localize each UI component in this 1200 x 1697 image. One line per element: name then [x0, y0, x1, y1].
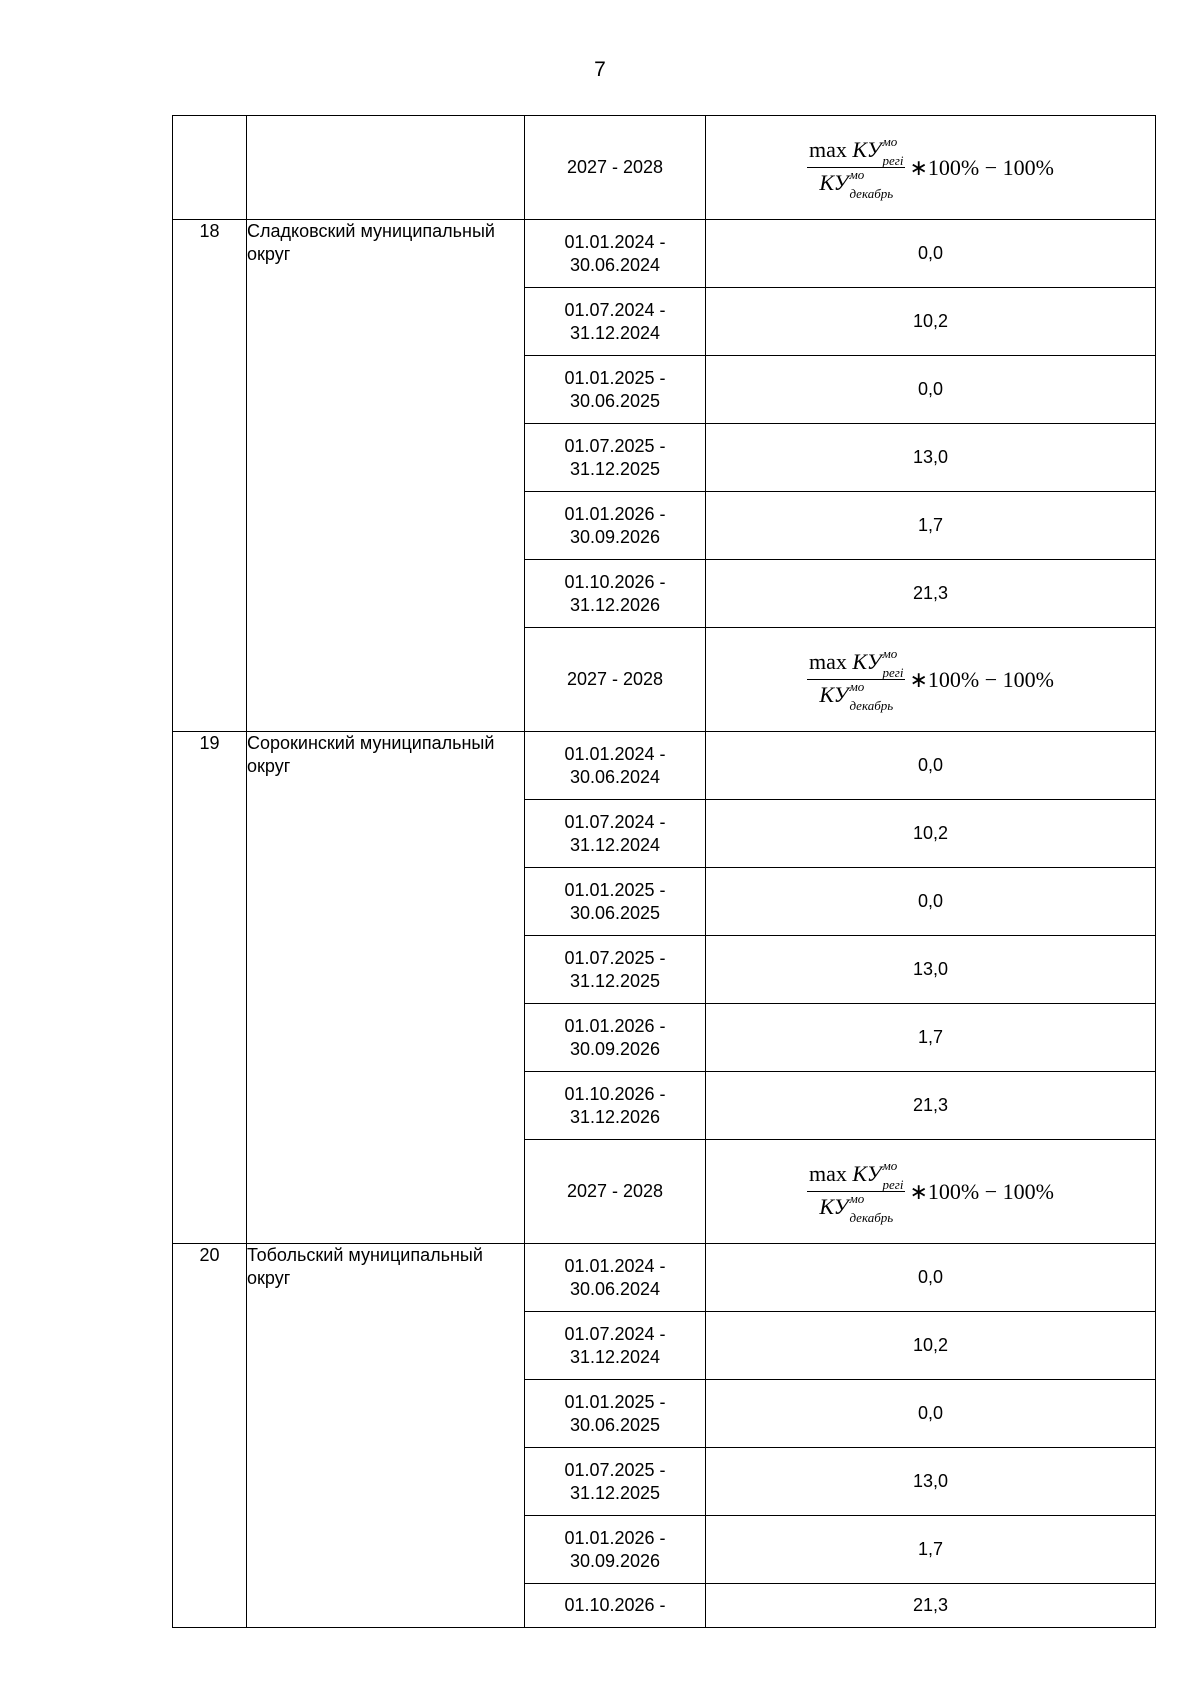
value-cell: 10,2 — [706, 288, 1156, 356]
period-cell — [525, 1380, 706, 1448]
period-cell — [525, 1004, 706, 1072]
period-cell — [525, 220, 706, 288]
period-cell — [525, 1312, 706, 1380]
period-start: 01.10.2026 - — [564, 571, 666, 592]
period-start: 01.07.2024 - — [564, 811, 666, 832]
value-cell: 10,2 — [706, 800, 1156, 868]
period-start: 01.07.2025 - — [564, 1459, 666, 1480]
row-number: 18 — [173, 220, 247, 732]
period-cell — [525, 1448, 706, 1516]
period-cell — [525, 560, 706, 628]
period-end: 30.09.2026 — [569, 1550, 661, 1571]
period-start: 01.01.2024 - — [564, 743, 666, 764]
district-name: Сладковский муниципальный округ — [247, 220, 525, 732]
period-end: 30.09.2026 — [569, 1038, 661, 1059]
formula: max КУ мо регі КУ мо декабрь ∗100% − 100% — [809, 134, 1054, 201]
value-cell: 21,3 — [706, 1072, 1156, 1140]
period-cell — [525, 868, 706, 936]
district-name: Сорокинский муниципальный округ — [247, 732, 525, 1244]
period-cell — [525, 1584, 706, 1628]
page-number: 7 — [594, 58, 606, 81]
value-cell: 1,7 — [706, 492, 1156, 560]
period-cell — [525, 1072, 706, 1140]
period-end: 31.12.2026 — [569, 1106, 661, 1127]
period-end: 30.09.2026 — [569, 526, 661, 547]
period-cell — [525, 492, 706, 560]
value-cell: 21,3 — [706, 1584, 1156, 1628]
formula-cell — [706, 628, 1156, 732]
value-cell: 21,3 — [706, 560, 1156, 628]
period-start: 01.10.2026 - — [564, 1083, 666, 1104]
value-cell: 0,0 — [706, 868, 1156, 936]
row-number: 19 — [173, 732, 247, 1244]
formula: max КУ мо регі КУ мо декабрь ∗100% − 100% — [809, 1158, 1054, 1225]
value-cell: 1,7 — [706, 1004, 1156, 1072]
period-end: 31.12.2024 — [569, 834, 661, 855]
value-cell: 0,0 — [706, 732, 1156, 800]
value-cell: 0,0 — [706, 356, 1156, 424]
value-cell: 0,0 — [706, 220, 1156, 288]
period-cell — [525, 356, 706, 424]
value-cell: 0,0 — [706, 1244, 1156, 1312]
period-start: 01.01.2026 - — [564, 1015, 666, 1036]
period-start: 01.01.2026 - — [564, 1527, 666, 1548]
period-start: 01.01.2025 - — [564, 1391, 666, 1412]
period-end: 30.06.2025 — [569, 1414, 661, 1435]
period-start: 01.01.2025 - — [564, 879, 666, 900]
period-start: 01.07.2025 - — [564, 947, 666, 968]
district-name: Тобольский муниципальный округ — [247, 1244, 525, 1628]
name-cell — [247, 116, 525, 220]
period-start: 01.01.2024 - — [564, 231, 666, 252]
value-cell: 13,0 — [706, 424, 1156, 492]
period-cell — [525, 288, 706, 356]
value-cell: 13,0 — [706, 936, 1156, 1004]
period-end: 30.06.2025 — [569, 902, 661, 923]
table-row — [173, 732, 1156, 800]
formula: max КУ мо регі КУ мо декабрь ∗100% − 100% — [809, 646, 1054, 713]
period-end: 31.12.2024 — [569, 1346, 661, 1367]
period-start: 01.07.2024 - — [564, 1323, 666, 1344]
period-cell — [525, 424, 706, 492]
period-start: 01.01.2025 - — [564, 367, 666, 388]
value-cell: 1,7 — [706, 1516, 1156, 1584]
row-number: 20 — [173, 1244, 247, 1628]
period-cell — [525, 936, 706, 1004]
period-end: 31.12.2026 — [569, 594, 661, 615]
period-end: 31.12.2025 — [569, 970, 661, 991]
period-cell: 2027 - 2028 — [525, 1140, 706, 1244]
period-cell — [525, 1516, 706, 1584]
rates-table — [172, 115, 1156, 1628]
value-cell: 0,0 — [706, 1380, 1156, 1448]
period-end: 30.06.2024 — [569, 254, 661, 275]
period-end: 31.12.2025 — [569, 458, 661, 479]
table-row — [173, 220, 1156, 288]
period-end: 31.12.2024 — [569, 322, 661, 343]
period-end: 31.12.2025 — [569, 1482, 661, 1503]
period-cell — [525, 1244, 706, 1312]
period-cell — [525, 732, 706, 800]
formula-cell — [706, 116, 1156, 220]
table-row — [173, 1244, 1156, 1312]
period-start: 01.01.2024 - — [564, 1255, 666, 1276]
period-end: 30.06.2024 — [569, 766, 661, 787]
period-start: 01.07.2025 - — [564, 435, 666, 456]
period-start: 01.07.2024 - — [564, 299, 666, 320]
period-cell: 2027 - 2028 — [525, 116, 706, 220]
num-cell — [173, 116, 247, 220]
period-start: 01.01.2026 - — [564, 503, 666, 524]
period-start: 01.10.2026 - — [564, 1595, 666, 1615]
formula-cell — [706, 1140, 1156, 1244]
value-cell: 13,0 — [706, 1448, 1156, 1516]
period-end: 30.06.2025 — [569, 390, 661, 411]
period-cell: 2027 - 2028 — [525, 628, 706, 732]
period-end: 30.06.2024 — [569, 1278, 661, 1299]
table-row — [173, 116, 1156, 220]
period-cell — [525, 800, 706, 868]
value-cell: 10,2 — [706, 1312, 1156, 1380]
